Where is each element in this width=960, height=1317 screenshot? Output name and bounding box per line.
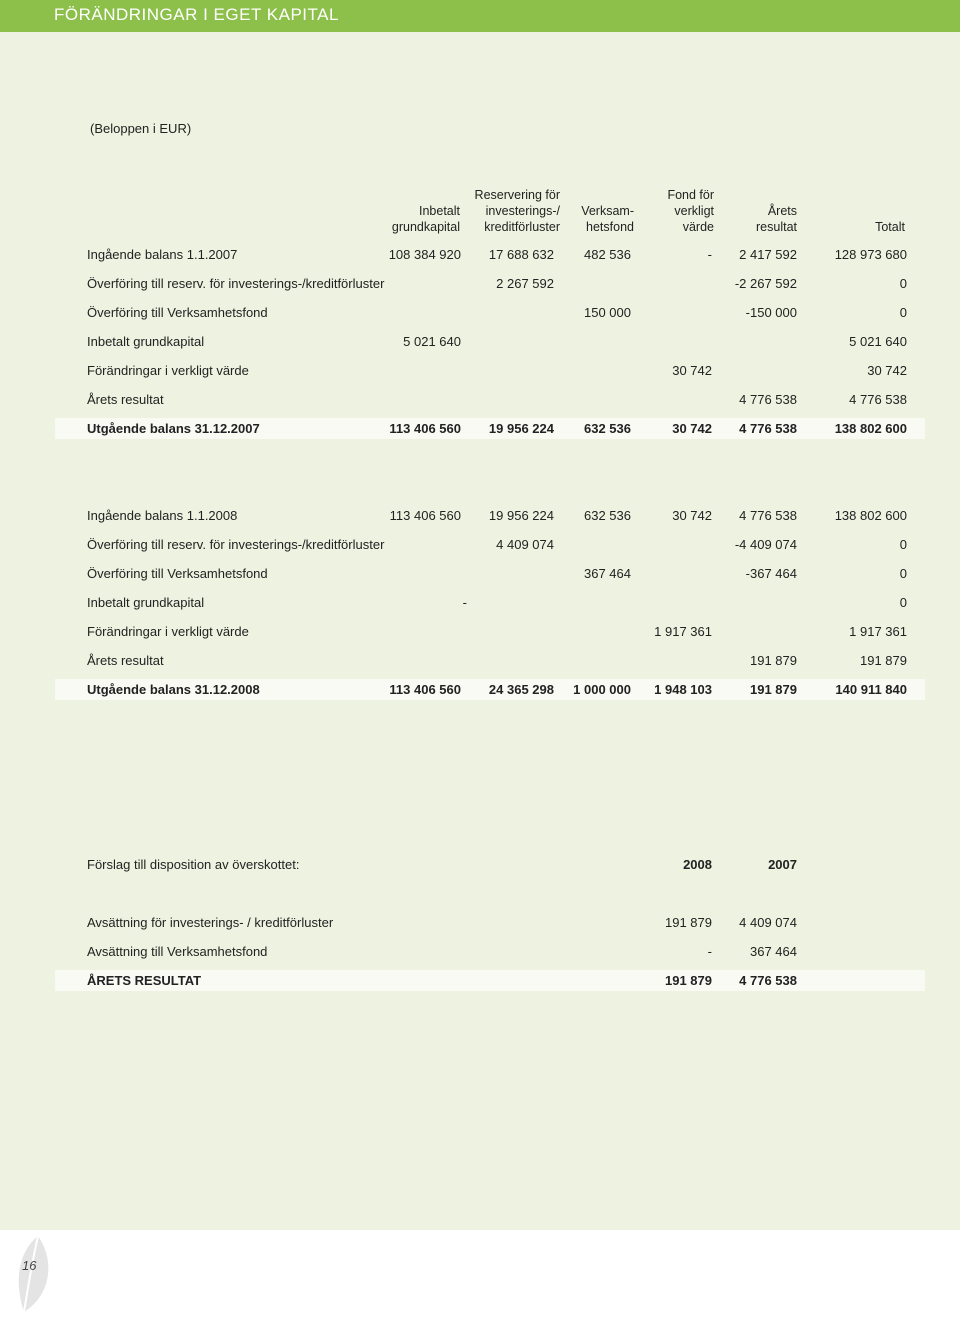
cell-reservering: 2 267 592 (496, 276, 554, 291)
cell-fond: 1 917 361 (654, 624, 712, 639)
cell-arets-resultat: 4 776 538 (739, 421, 797, 436)
cell-2008: - (707, 944, 712, 959)
column-header-fond (667, 187, 714, 235)
column-header-line: investerings-/ (485, 204, 560, 218)
row-label: Inbetalt grundkapital (87, 334, 205, 349)
year-2007-header: 2007 (768, 857, 797, 872)
table-row (55, 389, 925, 410)
row-label: Ingående balans 1.1.2007 (87, 247, 238, 262)
table-row (55, 331, 925, 352)
cell-reservering: 19 956 224 (488, 421, 554, 436)
page-number: 16 (22, 1258, 37, 1273)
cell-inbetalt: 108 384 920 (388, 247, 461, 262)
cell-arets-resultat: -150 000 (745, 305, 797, 320)
cell-arets-resultat: 2 417 592 (739, 247, 797, 262)
cell-arets-resultat: -4 409 074 (734, 537, 797, 552)
column-header-inbetalt (392, 203, 460, 235)
column-header-verksamhetsfond (581, 203, 634, 235)
table-row (55, 244, 925, 265)
row-label: Överföring till reserv. för investerings-/kreditförluster (87, 276, 385, 291)
cell-arets-resultat: 191 879 (750, 653, 797, 668)
cell-2008: 191 879 (665, 973, 712, 988)
table-row (55, 621, 925, 642)
disposition-row (55, 912, 925, 933)
currency-note: (Beloppen i EUR) (90, 121, 192, 136)
cell-totalt: 0 (899, 595, 907, 610)
cell-inbetalt: 113 406 560 (389, 508, 461, 523)
cell-arets-resultat: 191 879 (750, 682, 797, 697)
cell-verksamhetsfond: 367 464 (584, 566, 631, 581)
column-header-line: verkligt (674, 204, 714, 218)
row-label: Överföring till Verksamhetsfond (87, 566, 268, 581)
table-row (55, 563, 925, 584)
year-2008-header: 2008 (683, 857, 712, 872)
row-label: Utgående balans 31.12.2008 (87, 682, 260, 697)
cell-totalt: 30 742 (867, 363, 907, 378)
cell-verksamhetsfond: 632 536 (584, 421, 631, 436)
column-header-line: hetsfond (586, 220, 634, 234)
table-total-row (55, 679, 925, 700)
cell-2007: 4 409 074 (739, 915, 797, 930)
row-label: Avsättning till Verksamhetsfond (87, 944, 268, 959)
table-row (55, 650, 925, 671)
cell-verksamhetsfond: 1 000 000 (573, 682, 631, 697)
table-row (55, 360, 925, 381)
cell-fond: 30 742 (672, 363, 712, 378)
cell-totalt: 191 879 (860, 653, 907, 668)
cell-totalt: 1 917 361 (849, 624, 907, 639)
table-row (55, 302, 925, 323)
column-header-line: grundkapital (391, 220, 460, 234)
cell-2008: 191 879 (665, 915, 712, 930)
table-row (55, 273, 925, 294)
page-title: FÖRÄNDRINGAR I EGET KAPITAL (54, 5, 339, 24)
cell-totalt: 128 973 680 (834, 247, 907, 262)
column-header-totalt (875, 219, 905, 235)
column-header-line: kreditförluster (484, 220, 560, 234)
row-label: Överföring till Verksamhetsfond (87, 305, 268, 320)
cell-totalt: 0 (899, 305, 907, 320)
disposition-row (55, 941, 925, 962)
disposition-title: Förslag till disposition av överskottet: (87, 857, 300, 872)
column-header-line: Verksam- (581, 204, 634, 218)
cell-2007: 4 776 538 (739, 973, 797, 988)
cell-fond: 30 742 (672, 421, 712, 436)
cell-fond: - (707, 247, 712, 262)
cell-inbetalt: 113 406 560 (389, 682, 461, 697)
cell-inbetalt: 113 406 560 (389, 421, 461, 436)
footer (0, 1230, 960, 1317)
column-header-line: värde (682, 220, 714, 234)
table-row (55, 534, 925, 555)
cell-totalt: 4 776 538 (849, 392, 907, 407)
cell-fond: 1 948 103 (654, 682, 712, 697)
column-header-line: Reservering för (474, 188, 560, 202)
column-header-line: resultat (756, 220, 797, 234)
cell-verksamhetsfond: 150 000 (584, 305, 631, 320)
cell-fond: 30 742 (672, 508, 712, 523)
cell-totalt: 0 (899, 566, 907, 581)
row-label: Förändringar i verkligt värde (87, 363, 249, 378)
disposition-total-row (55, 970, 925, 991)
cell-totalt: 138 802 600 (834, 421, 907, 436)
row-label: ÅRETS RESULTAT (87, 973, 202, 988)
table-row (55, 505, 925, 526)
cell-totalt: 138 802 600 (834, 508, 907, 523)
content-panel (0, 32, 960, 1230)
cell-reservering: 19 956 224 (488, 508, 554, 523)
cell-reservering: 24 365 298 (488, 682, 554, 697)
cell-2007: 367 464 (750, 944, 797, 959)
header-bar (0, 0, 960, 32)
column-header-arets-resultat (756, 203, 797, 235)
cell-arets-resultat: -2 267 592 (734, 276, 797, 291)
row-label: Utgående balans 31.12.2007 (87, 421, 260, 436)
cell-arets-resultat: 4 776 538 (739, 508, 797, 523)
cell-verksamhetsfond: 482 536 (584, 247, 631, 262)
column-header-line: Årets (767, 204, 797, 218)
cell-reservering: 4 409 074 (496, 537, 554, 552)
row-label: Inbetalt grundkapital (87, 595, 205, 610)
cell-inbetalt: 5 021 640 (403, 334, 461, 349)
column-header-reservering (475, 187, 560, 235)
row-label: Ingående balans 1.1.2008 (87, 508, 238, 523)
cell-verksamhetsfond: 632 536 (584, 508, 631, 523)
cell-totalt: 0 (899, 537, 907, 552)
row-label: Avsättning för investerings- / kreditförluster (87, 915, 334, 930)
table-total-row (55, 418, 925, 439)
column-header-line: Inbetalt (418, 204, 460, 218)
cell-totalt: 140 911 840 (835, 682, 907, 697)
disposition-header (55, 854, 925, 875)
row-label: Förändringar i verkligt värde (87, 624, 249, 639)
cell-reservering: 17 688 632 (488, 247, 554, 262)
column-header-line: Totalt (875, 220, 905, 234)
cell-arets-resultat: 4 776 538 (739, 392, 797, 407)
row-label: Överföring till reserv. för investerings-/kreditförluster (87, 537, 385, 552)
row-label: Årets resultat (87, 653, 164, 668)
cell-totalt: 5 021 640 (849, 334, 907, 349)
table-row (55, 592, 925, 613)
cell-totalt: 0 (899, 276, 907, 291)
column-header-line: Fond för (667, 188, 714, 202)
leaf-logo-icon (10, 1232, 58, 1316)
cell-inbetalt: - (462, 595, 467, 610)
cell-arets-resultat: -367 464 (745, 566, 797, 581)
row-label: Årets resultat (87, 392, 164, 407)
